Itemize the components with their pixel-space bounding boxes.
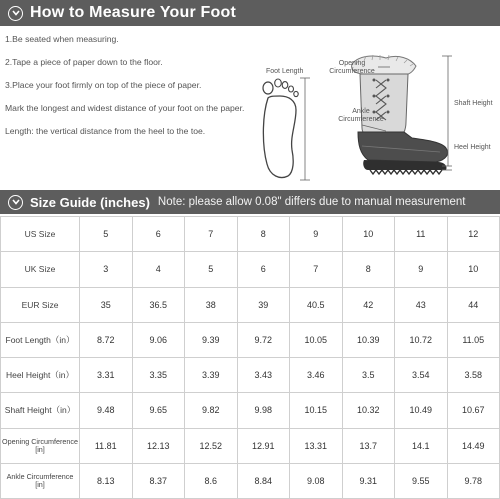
table-cell: 10.72 bbox=[395, 322, 448, 357]
table-cell: 8.84 bbox=[237, 463, 290, 498]
row-header: Opening Circumference [in] bbox=[1, 428, 80, 463]
table-cell: 10.32 bbox=[342, 393, 395, 428]
instruction-step: Length: the vertical distance from the heel to the toe. bbox=[5, 126, 206, 136]
table-cell: 3 bbox=[80, 252, 133, 287]
table-cell: 3.43 bbox=[237, 358, 290, 393]
table-cell: 9.98 bbox=[237, 393, 290, 428]
table-cell: 35 bbox=[80, 287, 133, 322]
table-cell: 14.49 bbox=[447, 428, 500, 463]
table-cell: 8.37 bbox=[132, 463, 185, 498]
table-cell: 3.39 bbox=[185, 358, 238, 393]
table-cell: 9.08 bbox=[290, 463, 343, 498]
chevron-down-icon bbox=[8, 195, 23, 210]
foot-length-label: Foot Length bbox=[266, 68, 304, 75]
table-cell: 12.91 bbox=[237, 428, 290, 463]
measure-header-bar bbox=[0, 0, 500, 26]
row-header: Foot Length（in） bbox=[1, 322, 80, 357]
ankle-circumference-label: Ankle Circumference bbox=[338, 108, 384, 123]
shaft-height-label: Shaft Height bbox=[454, 100, 493, 107]
table-row bbox=[1, 358, 500, 393]
chevron-down-icon bbox=[8, 6, 23, 21]
table-cell: 9.78 bbox=[447, 463, 500, 498]
table-cell: 3.46 bbox=[290, 358, 343, 393]
table-cell: 5 bbox=[185, 252, 238, 287]
table-cell: 6 bbox=[237, 252, 290, 287]
table-cell: 9.39 bbox=[185, 322, 238, 357]
table-cell: 8.6 bbox=[185, 463, 238, 498]
table-cell: 4 bbox=[132, 252, 185, 287]
table-cell: 3.35 bbox=[132, 358, 185, 393]
table-cell: 13.31 bbox=[290, 428, 343, 463]
size-guide-bar bbox=[0, 190, 500, 214]
table-cell: 11 bbox=[395, 217, 448, 252]
table-row bbox=[1, 287, 500, 322]
shaft-height-bracket bbox=[442, 54, 454, 172]
size-guide-note: Note: please allow 0.08" differs due to manual measurement bbox=[157, 196, 466, 208]
size-guide-title: Size Guide (inches) bbox=[30, 194, 150, 210]
table-cell: 14.1 bbox=[395, 428, 448, 463]
row-header: UK Size bbox=[1, 252, 80, 287]
table-cell: 10 bbox=[447, 252, 500, 287]
table-cell: 3.54 bbox=[395, 358, 448, 393]
table-cell: 10 bbox=[342, 217, 395, 252]
instruction-step: 1.Be seated when measuring. bbox=[5, 34, 119, 44]
table-cell: 7 bbox=[185, 217, 238, 252]
table-cell: 9.82 bbox=[185, 393, 238, 428]
row-header: Shaft Height（in） bbox=[1, 393, 80, 428]
opening-pointer bbox=[378, 64, 390, 70]
table-cell: 9 bbox=[395, 252, 448, 287]
table-cell: 3.5 bbox=[342, 358, 395, 393]
table-cell: 11.81 bbox=[80, 428, 133, 463]
table-cell: 10.05 bbox=[290, 322, 343, 357]
table-cell: 8 bbox=[342, 252, 395, 287]
table-cell: 11.05 bbox=[447, 322, 500, 357]
table-cell: 44 bbox=[447, 287, 500, 322]
row-header: EUR Size bbox=[1, 287, 80, 322]
foot-length-bracket bbox=[298, 76, 312, 184]
ankle-pointer bbox=[362, 124, 386, 132]
table-cell: 9.31 bbox=[342, 463, 395, 498]
table-cell: 38 bbox=[185, 287, 238, 322]
row-header: Heel Height（in） bbox=[1, 358, 80, 393]
table-cell: 12.13 bbox=[132, 428, 185, 463]
table-cell: 9 bbox=[290, 217, 343, 252]
table-cell: 9.65 bbox=[132, 393, 185, 428]
table-cell: 7 bbox=[290, 252, 343, 287]
instruction-step: 3.Place your foot firmly on top of the piece of paper. bbox=[5, 80, 202, 90]
table-cell: 9.55 bbox=[395, 463, 448, 498]
table-cell: 12 bbox=[447, 217, 500, 252]
table-cell: 36.5 bbox=[132, 287, 185, 322]
table-cell: 43 bbox=[395, 287, 448, 322]
table-cell: 5 bbox=[80, 217, 133, 252]
table-cell: 42 bbox=[342, 287, 395, 322]
table-cell: 9.72 bbox=[237, 322, 290, 357]
table-cell: 12.52 bbox=[185, 428, 238, 463]
instructions bbox=[5, 34, 255, 149]
heel-height-label: Heel Height bbox=[454, 144, 491, 151]
instruction-step: Mark the longest and widest distance of your foot on the paper. bbox=[5, 103, 245, 113]
table-cell: 6 bbox=[132, 217, 185, 252]
table-cell: 10.67 bbox=[447, 393, 500, 428]
table-cell: 10.15 bbox=[290, 393, 343, 428]
measure-diagram bbox=[258, 28, 500, 188]
table-cell: 10.39 bbox=[342, 322, 395, 357]
table-cell: 8.13 bbox=[80, 463, 133, 498]
table-row bbox=[1, 217, 500, 252]
table-cell: 40.5 bbox=[290, 287, 343, 322]
measure-title: How to Measure Your Foot bbox=[30, 4, 236, 21]
table-cell: 9.48 bbox=[80, 393, 133, 428]
table-row bbox=[1, 322, 500, 357]
size-table bbox=[0, 216, 500, 499]
table-row bbox=[1, 428, 500, 463]
table-row bbox=[1, 393, 500, 428]
opening-circumference-label: Opening Circumference bbox=[329, 60, 375, 75]
table-cell: 13.7 bbox=[342, 428, 395, 463]
table-cell: 3.58 bbox=[447, 358, 500, 393]
instruction-step: 2.Tape a piece of paper down to the floor. bbox=[5, 57, 163, 67]
table-row bbox=[1, 252, 500, 287]
table-cell: 8.72 bbox=[80, 322, 133, 357]
table-cell: 10.49 bbox=[395, 393, 448, 428]
row-header: US Size bbox=[1, 217, 80, 252]
table-cell: 9.06 bbox=[132, 322, 185, 357]
table-cell: 3.31 bbox=[80, 358, 133, 393]
row-header: Ankle Circumference [in] bbox=[1, 463, 80, 498]
table-cell: 8 bbox=[237, 217, 290, 252]
table-cell: 39 bbox=[237, 287, 290, 322]
table-row bbox=[1, 463, 500, 498]
